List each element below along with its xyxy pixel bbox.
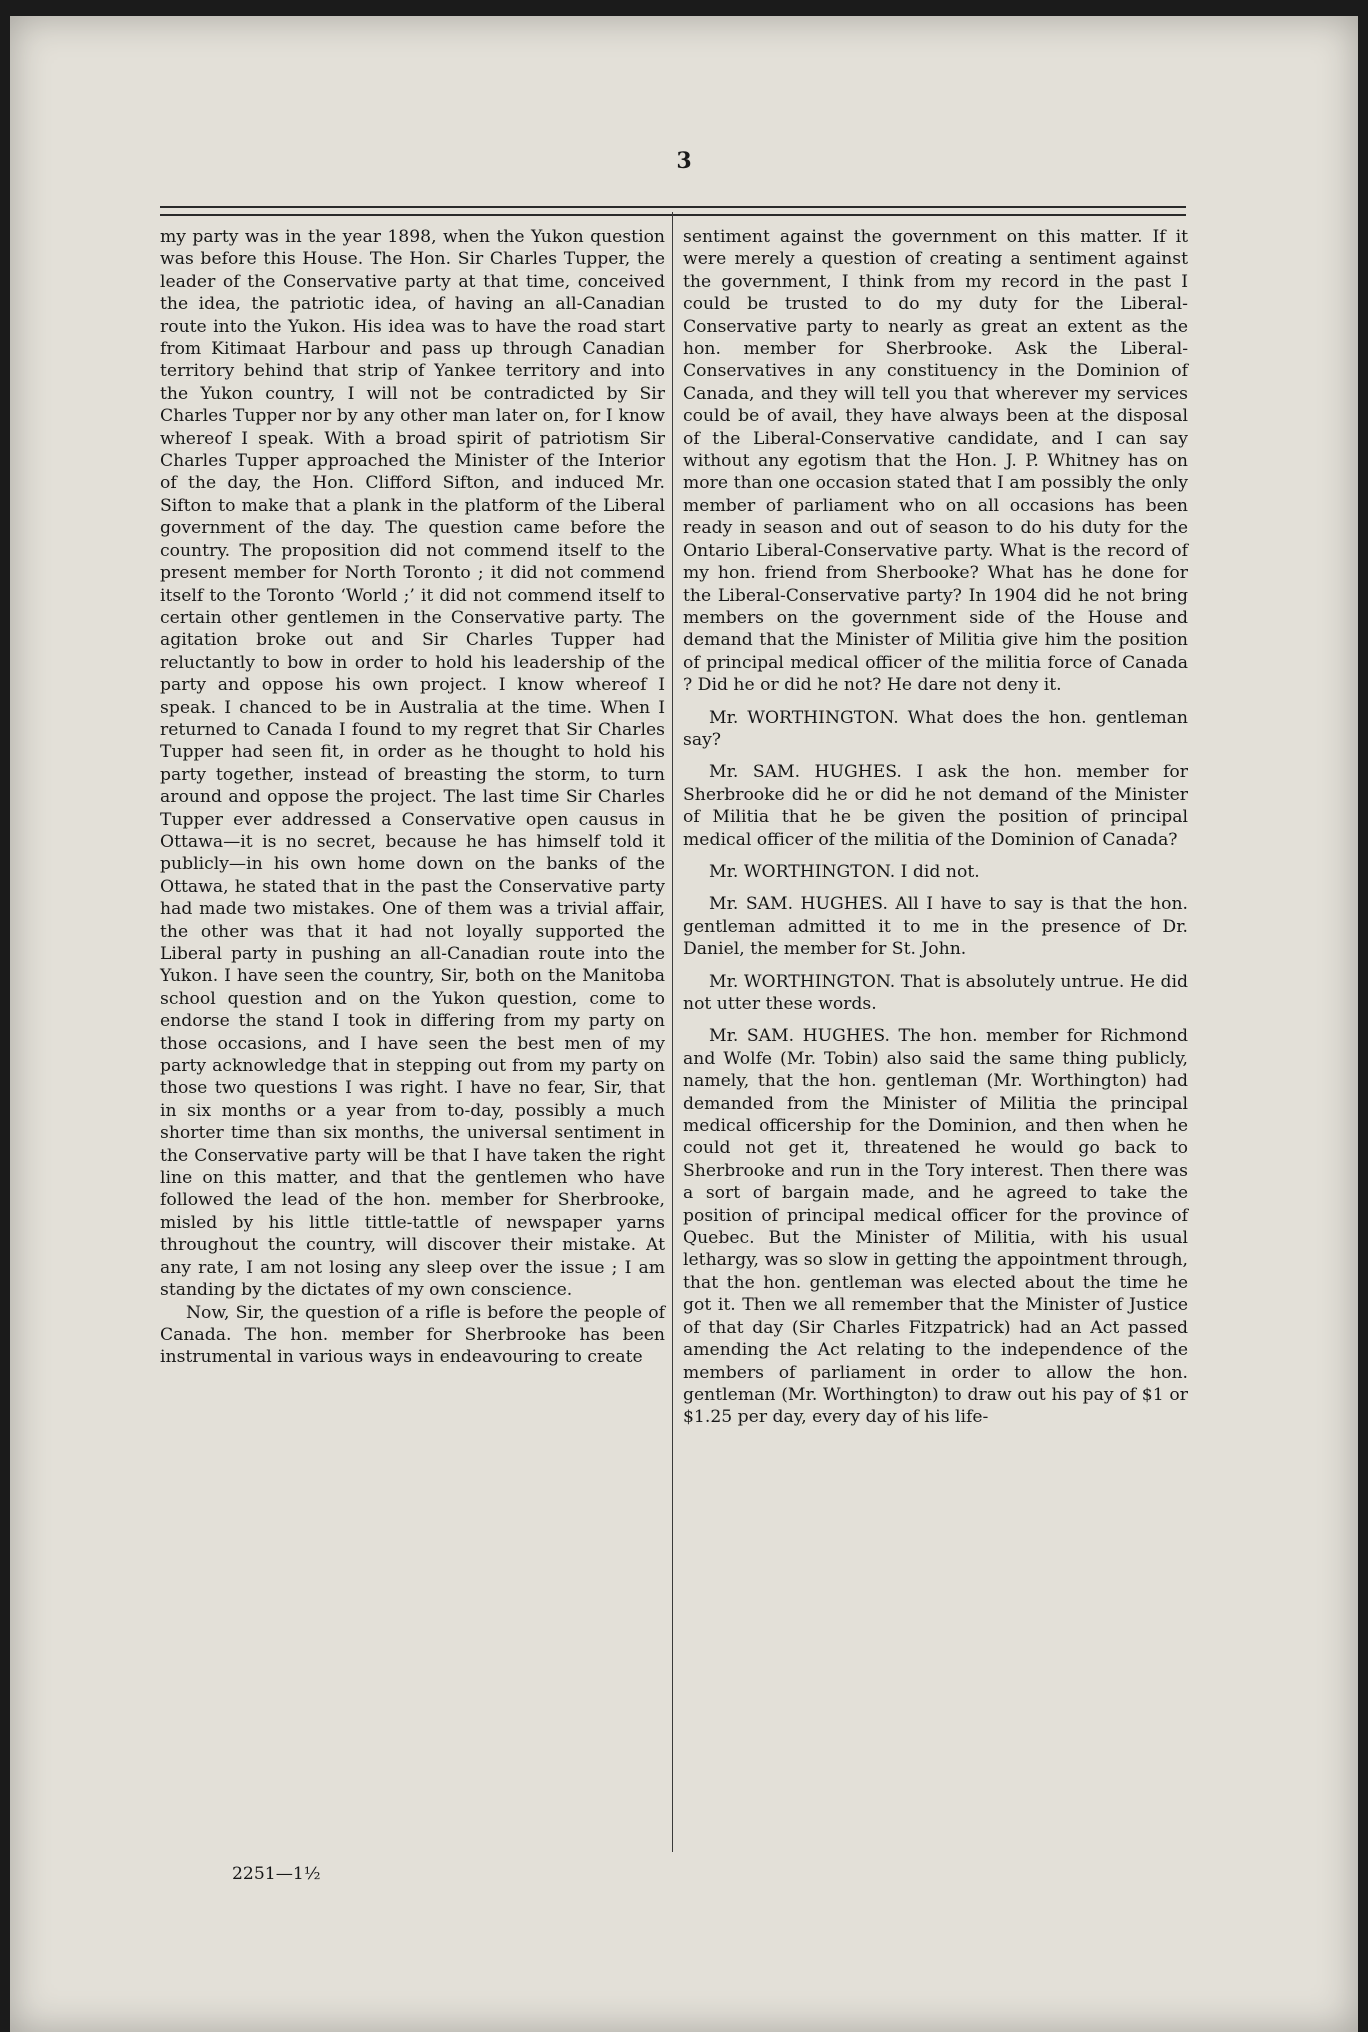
right-paragraph-3: Mr. SAM. HUGHES. I ask the hon. member for Sherbrooke did he or did he not demand of the Minister of Militia that he be given the position of principal medical officer of the militia of the Dominion of Canada?	[683, 762, 1188, 850]
right-paragraph-4: Mr. WORTHINGTON. I did not.	[709, 861, 980, 882]
printer-signature-mark: 2251—1½	[232, 1864, 321, 1884]
page-number: 3	[676, 148, 692, 174]
header-rule-top	[160, 206, 1186, 208]
left-paragraph-1: my party was in the year 1898, when the Yukon question was before this House. The Hon. Sir Charles Tupper, the leader of the Conservative party at that time, conceived the idea, the patriotic idea, of having an all-Canadian route into the Yukon. His idea was to have the road start from Kitimaat Harbour and pass up through Canadian territory behind that strip of Yankee territory and into the Yukon country, I will not be contradicted by Sir Charles Tupper nor by any other man later on, for I know whereof I speak. With a broad spirit of patriotism Sir Charles Tupper approached the Minister of the Interior of the day, the Hon. Clifford Sifton, and induced Mr. Sifton to make that a plank in the platform of the Liberal government of the day. The question came before the country. The proposition did not commend itself to the present member for North Toronto ; it did not commend itself to the Toronto ‘World ;’ it did not commend itself to certain other gentlemen in the Conservative party. The agitation broke out and Sir Charles Tupper had reluctantly to bow in order to hold his leadership of the party and oppose his own project. I know whereof I speak. I chanced to be in Australia at the time. When I returned to Canada I found to my regret that Sir Charles Tupper had seen fit, in order as he thought to hold his party together, instead of breasting the storm, to turn around and oppose the project. The last time Sir Charles Tupper ever addressed a Conservative open causus in Ottawa—it is no secret, because he has himself told it publicly—in his own home down on the banks of the Ottawa, he stated that in the past the Conservative party had made two mistakes. One of them was a trivial affair, the other was that it had not loyally supported the Liberal party in pushing an all-Canadian route into the Yukon. I have seen the country, Sir, both on the Manitoba school question and on the Yukon question, come to endorse the stand I took in differing from my party on those occasions, and I have seen the best men of my party acknowledge that in stepping out from my party on those two questions I was right. I have no fear, Sir, that in six months or a year from to-day, possibly a much shorter time than six months, the universal sentiment in the Conservative party will be that I have taken the right line on this matter, and that the gentlemen who have followed the lead of the hon. member for Sherbrooke, misled by his little tittle-tattle of newspaper yarns throughout the country, will discover their mistake. At any rate, I am not losing any sleep over the issue ; I am standing by the dictates of my own conscience.	[160, 227, 665, 1301]
header-rule-bottom	[160, 214, 1186, 216]
right-paragraph-5: Mr. SAM. HUGHES. All I have to say is that the hon. gentleman admitted it to me in the presence of Dr. Daniel, the member for St. John.	[683, 894, 1188, 960]
document-page	[10, 16, 1358, 2032]
right-paragraph-2: Mr. WORTHINGTON. What does the hon. gentleman say?	[683, 707, 1188, 750]
column-divider	[672, 212, 673, 1852]
right-column	[683, 226, 1188, 1429]
left-column	[160, 226, 665, 1369]
right-paragraph-7: Mr. SAM. HUGHES. The hon. member for Richmond and Wolfe (Mr. Tobin) also said the same thing publicly, namely, that the hon. gentleman (Mr. Worthington) had demanded from the Minister of Militia the principal medical officership for the Dominion, and then when he could not get it, threatened he would go back to Sherbrooke and run in the Tory interest. Then there was a sort of bargain made, and he agreed to take the position of principal medical officer for the province of Quebec. But the Minister of Militia, with his usual lethargy, was so slow in getting the appointment through, that the hon. gentleman was elected about the time he got it. Then we all remember that the Minister of Justice of that day (Sir Charles Fitzpatrick) had an Act passed amending the Act relating to the independence of the members of parliament in order to allow the hon. gentleman (Mr. Worthington) to draw out his pay of $1 or $1.25 per day, every day of his life-	[683, 1026, 1188, 1428]
left-paragraph-2: Now, Sir, the question of a rifle is before the people of Canada. The hon. member for Sherbrooke has been instrumental in various ways in endeavouring to create	[160, 1302, 665, 1368]
right-paragraph-1: sentiment against the government on this matter. If it were merely a question of creating a sentiment against the government, I think from my record in the past I could be trusted to do my duty for the Liberal-Conservative party to nearly as great an extent as the hon. member for Sherbrooke. Ask the Liberal-Conservatives in any constituency in the Dominion of Canada, and they will tell you that wherever my services could be of avail, they have always been at the disposal of the Liberal-Conservative candidate, and I can say without any egotism that the Hon. J. P. Whitney has on more than one occasion stated that I am possibly the only member of parliament who on all occasions has been ready in season and out of season to do his duty for the Ontario Liberal-Conservative party. What is the record of my hon. friend from Sherbooke? What has he done for the Liberal-Conservative party? In 1904 did he not bring members on the government side of the House and demand that the Minister of Militia give him the position of principal medical officer of the militia force of Canada ? Did he or did he not? He dare not deny it.	[683, 227, 1188, 696]
right-paragraph-6: Mr. WORTHINGTON. That is absolutely untrue. He did not utter these words.	[683, 971, 1188, 1014]
